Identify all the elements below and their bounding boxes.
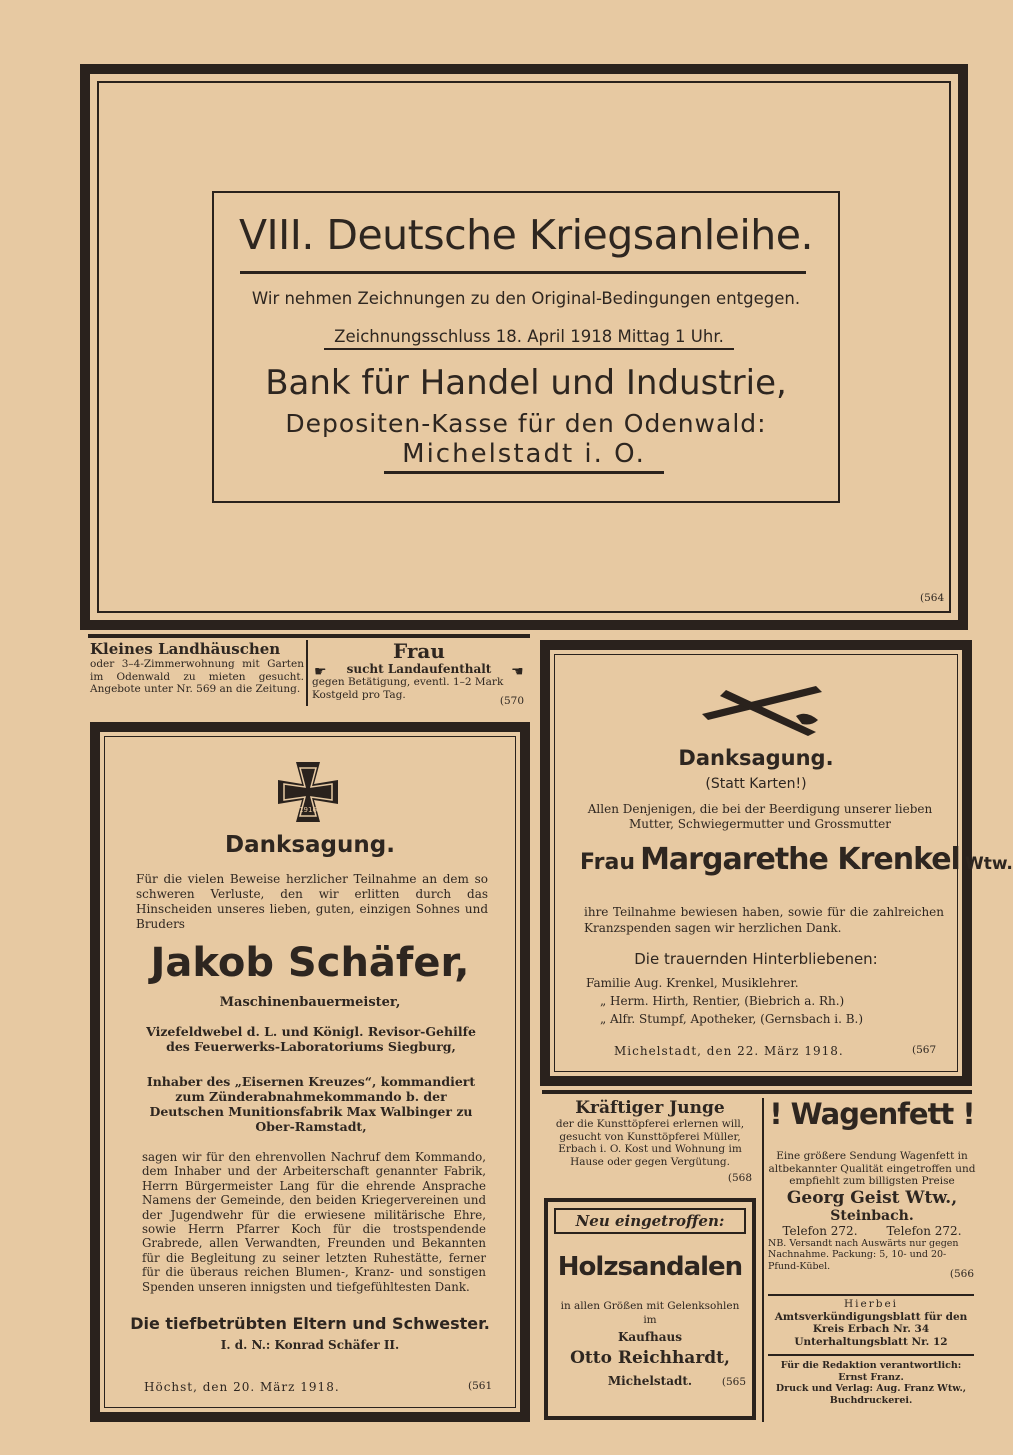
schaefer-place-date: Höchst, den 20. März 1918. (144, 1380, 340, 1394)
wagenfett-phones (768, 1224, 976, 1238)
krenkel-body: ihre Teilnahme bewiesen haben, sowie für die zahlreichen Kranzspenden sagen wir herzlichen Dank. (584, 905, 944, 935)
schaefer-title3: Inhaber des „Eisernen Kreuzes“, kommandiert zum Zünderabnahmekommando b. der Deutschen Munitionsfabrik Max Walbinger zu Ober-Ramstadt, (146, 1074, 476, 1134)
krenkel-name-pre: Frau (580, 850, 635, 875)
footer-line1: Hierbei (843, 1298, 899, 1310)
holz-firm: Otto Reichhardt, (570, 1348, 730, 1368)
wagenfett-ref: (566 (949, 1268, 974, 1280)
holz-line1: in allen Größen mit Gelenksohlen (560, 1300, 740, 1312)
holz-ref: (565 (721, 1376, 746, 1388)
landhaus-text: oder 3–4-Zimmerwohnung mit Garten im Odenwald zu mieten gesucht. Angebote unter Nr. 569 an die Zeitung. (90, 658, 304, 695)
footer-line2: Amtsverkündigungsblatt für den Kreis Erbach Nr. 34 (774, 1310, 968, 1335)
wagenfett-phone2: Telefon 272. (886, 1223, 962, 1238)
bond-title-rule (240, 271, 806, 274)
frau-title: Frau (393, 639, 445, 663)
holz-header: Neu eingetroffen: (554, 1208, 746, 1234)
footer-line4: Für die Redaktion verantwortlich: Ernst Franz. (780, 1360, 962, 1383)
bond-ad-frame (80, 64, 968, 630)
bond-ad-branch: Depositen-Kasse für den Odenwald: (285, 409, 767, 438)
wagenfett-text: Eine größere Sendung Wagenfett in altbekannter Qualität eingetroffen und empfiehlt zum billigsten Preise (768, 1150, 976, 1187)
pointing-hand-right-icon: ☛ (511, 664, 524, 680)
schaefer-body: sagen wir für den ehrenvollen Nachruf dem Kommando, dem Inhaber und der Arbeiterschaft genannter Fabrik, Herrn Bürgermeister Lang für die ehrende Ansprache Namens der Gemeinde, den beiden Kriegervereinen und der Jugendwehr für die erwiesene militärische Ehre, sowie Herrn Pfarrer Koch für die trostspendende Grabrede, allen Verwandten, Freunden und Bekannten für die Begleitung zu seiner letzten Ruhestätte, ferner für die überaus reichen Blumen-, Kranz- und sonstigen Spenden unseren innigsten und tiefgefühltesten Dank. (142, 1150, 486, 1294)
bond-ad-line1: Wir nehmen Zeichnungen zu den Original-Bedingungen entgegen. (251, 289, 801, 308)
frau-ref: (570 (499, 695, 524, 707)
footer-line3: Unterhaltungsblatt Nr. 12 (794, 1335, 948, 1348)
footer-top-rule (768, 1294, 974, 1296)
krenkel-mourners: Die trauernden Hinterbliebenen: (634, 950, 878, 968)
holz-line3: Kaufhaus (617, 1330, 683, 1344)
krenkel-fam2: „ Herm. Hirth, Rentier, (Biebrich a. Rh.) (600, 994, 845, 1008)
landhaus-title: Kleines Landhäuschen (90, 640, 281, 658)
iron-cross-icon (276, 760, 340, 824)
krenkel-name-line (580, 842, 1013, 877)
holz-frame (544, 1198, 756, 1420)
wagenfett-city: Steinbach. (830, 1207, 914, 1224)
schaefer-name: Jakob Schäfer, (150, 940, 470, 986)
junge-ref: (568 (727, 1172, 752, 1184)
krenkel-place-date: Michelstadt, den 22. März 1918. (614, 1044, 844, 1058)
bond-ad-city: Michelstadt i. O. (384, 439, 664, 474)
schaefer-signoff: Die tiefbetrübten Eltern und Schwester. (130, 1314, 490, 1333)
krenkel-sub: (Statt Karten!) (705, 776, 807, 792)
schaefer-title1: Maschinenbauermeister, (219, 995, 401, 1010)
bond-ad-title: VIII. Deutsche Kriegsanleihe. (239, 211, 813, 259)
wagenfett-firm: Georg Geist Wtw., (786, 1187, 958, 1208)
holz-title: Holzsandalen (557, 1252, 743, 1282)
krenkel-fam3: „ Alfr. Stumpf, Apotheker, (Gernsbach i. B.) (600, 1012, 864, 1026)
pointing-hand-left-icon: ☛ (314, 664, 327, 680)
krenkel-fam1: Familie Aug. Krenkel, Musiklehrer. (586, 976, 799, 990)
landhaus-ad (90, 640, 304, 708)
krenkel-frame (540, 640, 1013, 1086)
schaefer-idn: I. d. N.: Konrad Schäfer II. (220, 1338, 400, 1352)
bond-ad-box (212, 191, 840, 503)
bond-ad-bank: Bank für Handel und Industrie, (265, 363, 787, 403)
bottom-right-divider (762, 1098, 764, 1422)
small-ads-divider (306, 640, 308, 706)
holz-city: Michelstadt. (607, 1374, 693, 1388)
wagenfett-note: NB. Versandt nach Auswärts nur gegen Nachnahme. Packung: 5, 10- und 20-Pfund-Kübel. (768, 1237, 959, 1272)
footer-line5: Druck und Verlag: Aug. Franz Wtw., Buchdruckerei. (775, 1383, 967, 1406)
crossed-palm-icon (696, 676, 836, 740)
schaefer-title2: Vizefeldwebel d. L. und Königl. Revisor-Gehilfe des Feuerwerks-Laboratoriums Siegburg, (146, 1024, 476, 1054)
schaefer-heading: Danksagung. (225, 832, 395, 858)
footer-mid-rule (768, 1354, 974, 1356)
bottom-right-top-rule (542, 1090, 972, 1094)
krenkel-intro: Allen Denjenigen, die bei der Beerdigung unserer lieben Mutter, Schwiegermutter und Grossmutter (587, 802, 933, 831)
schaefer-frame (90, 722, 530, 1422)
footer (768, 1298, 974, 1422)
schaefer-intro: Für die vielen Beweise herzlicher Teilnahme an dem so schweren Verluste, den wir erlitten durch das Hinscheiden unseres lieben, guten, einzigen Sohnes und Bruders (136, 872, 488, 931)
junge-text: der die Kunsttöpferei erlernen will, gesucht von Kunsttöpferei Müller, Erbach i. O. Kost und Wohnung im Hause oder gegen Vergütung. (555, 1118, 745, 1168)
frau-line2: gegen Betätigung, eventl. 1–2 Mark Kostgeld pro Tag. (312, 676, 504, 701)
small-ads-top-rule (88, 634, 530, 638)
schaefer-ref: (561 (468, 1380, 493, 1392)
holz-line2: im (643, 1314, 657, 1326)
krenkel-ref: (567 (912, 1044, 937, 1056)
iron-cross-year: 1916 (299, 806, 317, 814)
junge-title: Kräftiger Junge (575, 1098, 725, 1118)
frau-line1: sucht Landaufenthalt (346, 662, 492, 676)
wagenfett-title: ! Wagenfett ! (769, 1097, 975, 1131)
bond-ad-line2: Zeichnungsschluss 18. April 1918 Mittag 1 Uhr. (324, 327, 734, 350)
junge-ad (544, 1098, 756, 1190)
wagenfett-phone1: Telefon 272. (782, 1223, 858, 1238)
wagenfett-ad (768, 1096, 976, 1286)
frau-ad (312, 640, 526, 708)
bond-ad-ref: (564 (920, 592, 945, 604)
krenkel-heading: Danksagung. (678, 746, 834, 770)
krenkel-name: Margarethe Krenkel (640, 842, 960, 877)
krenkel-name-post: Wtw. (964, 854, 1013, 874)
